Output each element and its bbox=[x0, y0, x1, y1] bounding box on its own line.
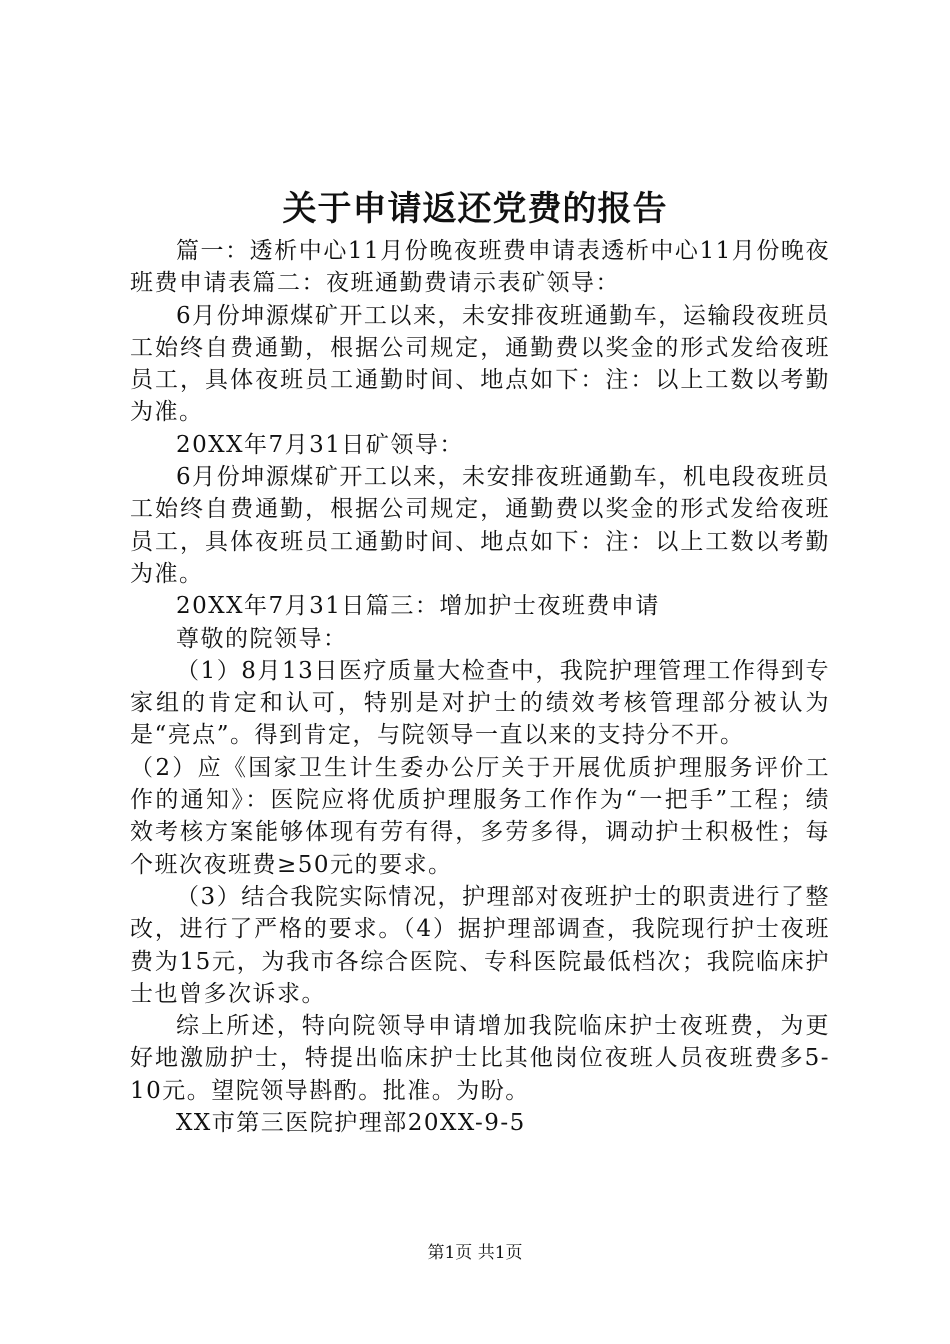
paragraph-electro-section: 6月份坤源煤矿开工以来，未安排夜班通勤车，机电段夜班员工始终自费通勤，根据公司规定，通勤费以奖金的形式发给夜班员工，具体夜班员工通勤时间、地点如下：注：以上工数以考勤为准。 bbox=[130, 464, 830, 587]
paragraph-intro: 篇一：透析中心11月份晚夜班费申请表透析中心11月份晚夜班费申请表篇二：夜班通勤费请示表矿领导： bbox=[130, 238, 830, 297]
document-title: 关于申请返还党费的报告 bbox=[282, 189, 668, 229]
paragraph-item-1: （1）8月13日医疗质量大检查中，我院护理管理工作得到专家组的肯定和认可，特别是对护士的绩效考核管理部分被认为是“亮点”。得到肯定，与院领导一直以来的支持分不开。 bbox=[130, 657, 830, 749]
document-body bbox=[130, 235, 830, 1139]
paragraph-salutation: 尊敬的院领导： bbox=[176, 625, 348, 652]
paragraph-date-1: 20XX年7月31日矿领导： bbox=[176, 431, 464, 458]
paragraph-signature: XX市第三医院护理部20XX-9-5 bbox=[176, 1110, 526, 1137]
paragraph-item-3-4: （3）结合我院实际情况，护理部对夜班护士的职责进行了整改，进行了严格的要求。（4）据护理部调查，我院现行护士夜班费为15元，为我市各综合医院、专科医院最低档次；我院临床护士也曾多次诉求。 bbox=[130, 883, 830, 1007]
paragraph-conclusion: 综上所述，特向院领导申请增加我院临床护士夜班费，为更好地激励护士，特提出临床护士比其他岗位夜班人员夜班费多5-10元。望院领导斟酌。批准。为盼。 bbox=[130, 1013, 830, 1104]
paragraph-date-2: 20XX年7月31日篇三：增加护士夜班费申请 bbox=[176, 593, 660, 620]
paragraph-transport-section: 6月份坤源煤矿开工以来，未安排夜班通勤车，运输段夜班员工始终自费通勤，根据公司规定，通勤费以奖金的形式发给夜班员工，具体夜班员工通勤时间、地点如下：注：以上工数以考勤为准。 bbox=[130, 302, 830, 426]
paragraph-item-2: （2）应《国家卫生计生委办公厅关于开展优质护理服务评价工作的通知》：医院应将优质护理服务工作作为“一把手”工程；绩效考核方案能够体现有劳有得，多劳多得，调动护士积极性；每个班次夜班费≥50元的要求。 bbox=[130, 754, 830, 878]
page-footer: 第1页 共1页 bbox=[427, 1243, 523, 1263]
